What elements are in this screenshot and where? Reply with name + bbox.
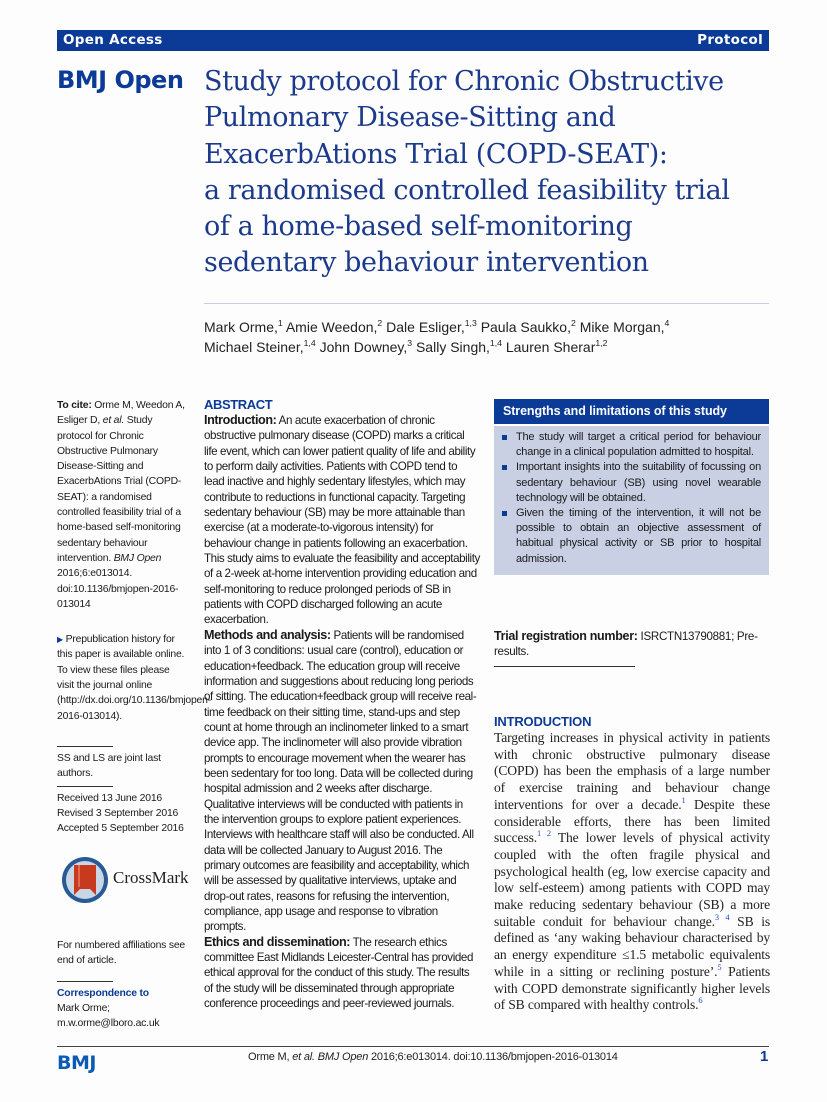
affiliation-ref: 3	[407, 337, 413, 348]
text-run: Orme M,	[248, 1051, 293, 1063]
item-text: The study will target a critical period for behaviour change in a clinical population admitted to hospital.	[516, 431, 761, 459]
crossmark-badge[interactable]	[60, 855, 190, 905]
author: Lauren Sherar	[505, 338, 596, 355]
title-line: Study protocol for Chronic Obstructive	[204, 66, 724, 97]
section-text: An acute exacerbation of chronic obstructive pulmonary disease (COPD) marks a critical life event, which can lower patient quality of life and ability to perform daily activities. Patients with COPD tend to lead inactive and highly sedentary lifestyles, which may contribute to reductions in functional capacity. Targeting sedentary behaviour (SB) may be more attainable than exercise (at a moderate-to-vigorous intensity) for behaviour change in patients following an exacerbation. This study aims to evaluate the feasibility and acceptability of a 2-week at-home intervention providing education and self-monitoring to reduce prolonged periods of SB in patients with COPD discharged following an acute exacerbation.	[204, 414, 480, 627]
affiliations-note: For numbered affiliations see end of article.	[57, 940, 186, 967]
reference-link[interactable]: 1	[681, 794, 686, 805]
affiliation-ref: 1,4	[489, 337, 502, 348]
reference-link[interactable]: 6	[698, 995, 703, 1006]
introduction-section	[494, 713, 770, 1014]
correspondence-label: Correspondence to	[57, 987, 149, 999]
strengths-list	[502, 430, 761, 567]
section-text: The research ethics committee East Midlands Leicester-Central has provided ethical approval for the conduct of this study. The results of the study will be disseminated through appropriate conference proceedings and peer-reviewed journals.	[204, 935, 474, 1011]
list-item	[502, 506, 761, 567]
affiliations-note-block	[57, 938, 189, 1031]
reference-link[interactable]: 3 4	[714, 911, 730, 922]
cite-etal: et al.	[102, 415, 125, 427]
affiliation-ref: 2	[377, 317, 383, 328]
top-banner	[57, 30, 769, 51]
prepub-text: Prepublication history for this paper is available online. To view these files please visit the journal online (http://dx.doi.org/10.1136/bmjopen-2016-013014).	[57, 634, 211, 722]
trial-registration	[494, 629, 774, 660]
text-run: 2016;6:e013014. doi:10.1136/bmjopen-2016-013014	[368, 1051, 618, 1063]
author: Michael Steiner,	[204, 338, 304, 355]
bullet-icon	[502, 511, 507, 516]
introduction-paragraph	[494, 730, 770, 1014]
author: Sally Singh,	[415, 338, 490, 355]
divider	[494, 666, 635, 667]
list-item	[502, 460, 761, 506]
bmj-logo: BMJ	[57, 1052, 96, 1074]
section-label: Introduction:	[204, 413, 277, 427]
text-run: SB is defined as ‘any waking behaviour characterised by an energy expenditure ≤1.5 metabolic equivalents while in a sitting or reclining posture’.	[494, 913, 770, 979]
author: Paula Saukko,	[480, 319, 571, 335]
text-run: The lower levels of physical activity coupled with the often fragile physical and psychological health (eg, low exercise capacity and low self-esteem) among patients with COPD may make reducing sedentary behaviour (SB) a more suitable conduit for behaviour change.	[494, 830, 770, 929]
cite-text: Orme M, Weedon A, Esliger D,	[57, 400, 185, 427]
abstract-methods	[204, 628, 480, 935]
revised-date: Revised 3 September 2016	[57, 807, 179, 819]
strengths-box	[494, 399, 769, 575]
affiliation-ref: 1,4	[303, 337, 316, 348]
trial-number: ISRCTN13790881; Pre-results.	[494, 630, 758, 659]
journal-logo: BMJ Open	[57, 66, 184, 94]
strengths-heading: Strengths and limitations of this study	[494, 399, 769, 424]
text-run: Patients with COPD demonstrate significantly higher levels of SB compared with healthy controls.	[494, 963, 771, 1013]
affiliation-ref: 1,2	[595, 337, 608, 348]
trial-label: Trial registration number:	[494, 629, 638, 643]
author: Mark Orme,	[204, 319, 278, 335]
correspondence-name: Mark Orme;	[57, 1002, 110, 1014]
section-label: Methods and analysis:	[204, 627, 331, 642]
triangle-right-icon: ▶	[57, 635, 63, 645]
article-title	[204, 64, 774, 282]
footer-divider	[57, 1046, 769, 1047]
cite-journal: BMJ Open	[113, 552, 162, 564]
reference-link[interactable]: 5	[717, 961, 722, 972]
cite-text: Study protocol for Chronic Obstructive Pulmonary Disease-Sitting and ExacerbAtions Trial (COPD-SEAT): a randomised controlled feasibility trial of a home-based self-monitoring sedentary behaviour intervention.	[57, 415, 182, 564]
received-date: Received 13 June 2016	[57, 792, 162, 804]
item-text: Given the timing of the intervention, it will not be possible to obtain an objective assessment of habitual physical activity or SB prior to hospital admission.	[516, 507, 761, 565]
crossmark-icon	[60, 855, 110, 905]
cite-text: 2016;6:e013014. doi:10.1136/bmjopen-2016-013014	[57, 568, 179, 610]
title-divider	[204, 303, 769, 304]
bullet-icon	[502, 435, 507, 440]
title-line: Pulmonary Disease-Sitting and	[204, 102, 616, 134]
abstract-ethics	[204, 935, 480, 1012]
abstract-introduction	[204, 413, 480, 628]
footer-citation	[248, 1051, 618, 1063]
introduction-heading: INTRODUCTION	[494, 714, 592, 729]
reference-link[interactable]: 1 2	[536, 828, 551, 839]
author: Dale Esliger,	[386, 319, 465, 335]
title-line: of a home-based self-monitoring	[204, 211, 633, 243]
author: Mike Morgan,	[579, 319, 665, 335]
article-type-label: Protocol	[697, 32, 763, 48]
text-run: Despite these considerable efforts, there has been limited success.	[494, 796, 770, 846]
crossmark-label: CrossMark	[113, 868, 189, 887]
title-line: ExacerbAtions Trial (COPD-SEAT):	[204, 138, 668, 170]
accepted-date: Accepted 5 September 2016	[57, 823, 184, 835]
section-label: Ethics and dissemination:	[204, 934, 351, 949]
text-run: Targeting increases in physical activity in patients with chronic obstructive pulmonary disease (COPD) has been the emphasis of a large number of exercise training and behaviour change interventions for over a decade.	[494, 730, 770, 812]
affiliation-ref: 4	[664, 317, 670, 328]
page-number: 1	[760, 1048, 769, 1065]
section-text: Patients will be randomised into 1 of 3 conditions: usual care (control), education or education+feedback. The education group will receive information and suggestions about reducing long periods of sitting. The education+feedback group will receive real-time feedback on their sitting time, stand-ups and step count at home through an inclinometer linked to a smart device app. The inclinometer will also provide vibration prompts to encourage movement when the wearer has been sedentary for too long. Data will be collected during hospital admission and 2 weeks after discharge. Qualitative interviews will be conducted with patients in the intervention groups to explore patient experiences. Interviews with healthcare staff will also be conducted. All data will be collected January to August 2016. The primary outcomes are feasibility and acceptability, which will be assessed by qualitative interviews, uptake and drop-out rates, reasons for refusing the intervention, compliance, app usage and response to vibration prompts.	[204, 628, 477, 934]
cite-label: To cite:	[57, 400, 92, 411]
author-list	[204, 318, 774, 357]
affiliation-ref: 2	[570, 317, 576, 328]
affiliation-ref: 1	[277, 317, 283, 328]
bullet-icon	[502, 465, 507, 470]
abstract	[204, 397, 480, 1011]
title-line: sedentary behaviour intervention	[204, 247, 649, 279]
text-run: BMJ Open	[314, 1051, 369, 1063]
title-line: a randomised controlled feasibility trial	[204, 174, 730, 206]
author: Amie Weedon,	[285, 319, 378, 335]
prepub-note[interactable]	[57, 632, 211, 724]
correspondence-email[interactable]: m.w.orme@lboro.ac.uk	[57, 1018, 160, 1030]
item-text: Important insights into the suitability of focussing on sedentary behaviour (SB) using novel wearable technology will be obtained.	[516, 461, 761, 504]
text-run: et al.	[292, 1051, 315, 1063]
sidebar	[57, 398, 211, 836]
open-access-label: Open Access	[63, 32, 163, 48]
citation-block	[57, 398, 189, 612]
list-item	[502, 430, 761, 460]
affiliation-ref: 1,3	[464, 317, 477, 328]
abstract-heading: ABSTRACT	[204, 397, 273, 412]
joint-authors-note: SS and LS are joint last authors.	[57, 752, 161, 780]
author: John Downey,	[319, 338, 408, 355]
